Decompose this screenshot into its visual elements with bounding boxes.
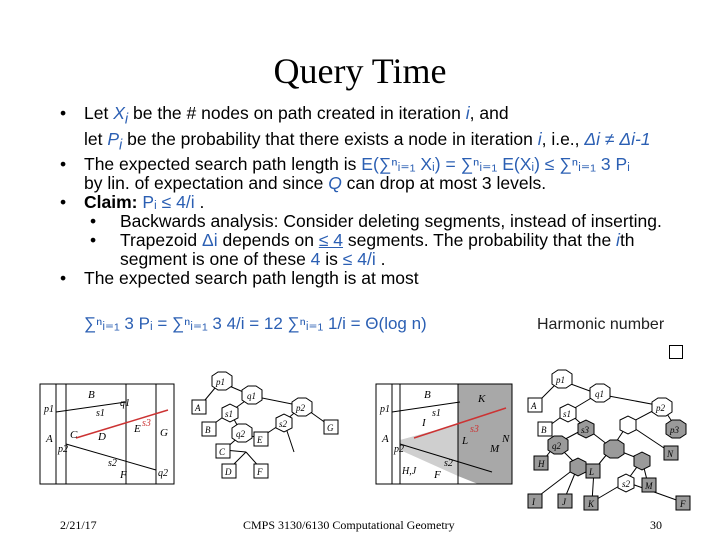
tree-label: M: [645, 481, 653, 491]
var-p: P: [107, 128, 120, 149]
label-F: F: [120, 469, 127, 481]
tree-label: F: [680, 499, 686, 509]
tree-label: p2: [296, 403, 305, 413]
text: depends on: [217, 230, 319, 250]
delta-neq: Δi ≠ Δi-1: [584, 128, 651, 149]
text: segment is one of these: [120, 249, 311, 269]
text: , i.e.,: [541, 128, 585, 149]
label-C: C: [70, 429, 78, 441]
tree-label: s1: [225, 409, 234, 419]
label-A: A: [382, 433, 389, 445]
slide-body: [60, 104, 700, 288]
label-q2: q2: [158, 468, 168, 479]
label-s1: s1: [96, 408, 105, 419]
footer-page-number: 30: [650, 518, 662, 532]
search-structure-2: [522, 366, 694, 514]
text: be the # nodes on path created in iteration: [128, 103, 466, 123]
tree-label: E: [257, 435, 263, 445]
bullet-dot: •: [60, 154, 67, 174]
sub-bullet-1: [60, 212, 700, 231]
tree-label: p1: [556, 375, 565, 385]
segment-s1: [392, 402, 460, 412]
label-p2: p2: [58, 444, 68, 455]
label-s3: s3: [142, 418, 151, 429]
tree-label: J: [562, 497, 566, 507]
text: by lin. of expectation and since: [84, 173, 329, 193]
le-4: ≤ 4: [318, 230, 344, 250]
text: be the probability that there exists a node in iteration: [122, 128, 538, 149]
claim-formula: Pᵢ ≤ 4/i: [137, 192, 195, 212]
tree-label: K: [588, 499, 595, 509]
expected-formula: E(∑ⁿᵢ₌₁ Xᵢ) = ∑ⁿᵢ₌₁ E(Xᵢ) ≤ ∑ⁿᵢ₌₁ 3 Pᵢ: [361, 154, 630, 174]
label-s2: s2: [444, 458, 453, 469]
text: The expected search path length is: [84, 154, 362, 174]
text: let: [84, 128, 108, 149]
tree-label: p3: [670, 425, 679, 435]
tree-label: q1: [595, 389, 604, 399]
var-x-sub: i: [124, 111, 129, 128]
bullet-dot: •: [60, 268, 67, 288]
label-F: F: [434, 469, 441, 481]
tree-label: C: [219, 447, 226, 457]
tree-label: N: [667, 449, 674, 459]
bullet-dot: •: [90, 211, 97, 231]
text: .: [194, 192, 205, 212]
bullet-3: [60, 193, 700, 212]
var-p-sub: i: [119, 137, 123, 153]
tree-label: G: [327, 423, 334, 433]
text: The expected search path length is at most: [84, 268, 419, 288]
text: segments. The probability that the: [343, 230, 617, 250]
bullet-4: [60, 269, 700, 288]
footer-date: 2/21/17: [60, 518, 97, 532]
bullet-dot: •: [90, 230, 97, 250]
label-D: D: [98, 431, 106, 443]
label-M: M: [490, 443, 500, 455]
label-N: N: [502, 433, 510, 445]
four: 4: [310, 249, 321, 269]
label-p1: p1: [380, 404, 390, 415]
text: Let: [84, 103, 114, 123]
label-s3: s3: [470, 424, 479, 435]
segment-s3: [76, 410, 168, 438]
text: , and: [469, 103, 509, 123]
tree-label: q2: [236, 429, 245, 439]
label-E: E: [134, 423, 141, 435]
tree-label: q1: [247, 391, 256, 401]
tree-label: s2: [279, 419, 288, 429]
delta-i: Δi: [202, 230, 218, 250]
label-p2: p2: [394, 444, 404, 455]
footer-course: CMPS 3130/6130 Computational Geometry: [243, 518, 455, 532]
var-i: i: [537, 128, 542, 149]
text: .: [375, 249, 386, 269]
tree-label: s2: [622, 479, 631, 489]
var-q: Q: [328, 173, 342, 193]
tree-label: I: [532, 497, 535, 507]
tree-label: p1: [216, 377, 225, 387]
search-structure-1: [186, 368, 356, 486]
bullet-dot: •: [60, 103, 67, 123]
label-L: L: [462, 435, 469, 447]
tree-label: B: [205, 425, 211, 435]
label-s2: s2: [108, 458, 117, 469]
text: Trapezoid: [120, 230, 203, 250]
tree-label: L: [589, 467, 595, 477]
text: Backwards analysis: Consider deleting segments, instead of inserting.: [120, 211, 662, 231]
label-q1: q1: [120, 398, 130, 409]
label-A: A: [46, 433, 53, 445]
trapezoid-map-2: [374, 380, 516, 490]
label-G: G: [160, 427, 168, 439]
label-B: B: [88, 389, 95, 401]
text: th: [619, 230, 635, 250]
label-B: B: [424, 389, 431, 401]
tree-label: s1: [563, 409, 572, 419]
harmonic-number-label: Harmonic number: [537, 316, 665, 333]
sum-formula: ∑ⁿᵢ₌₁ 3 Pᵢ = ∑ⁿᵢ₌₁ 3 4/i = 12 ∑ⁿᵢ₌₁ 1/i = Θ(log n): [84, 314, 427, 333]
tree-label: p2: [656, 403, 665, 413]
label-I: I: [422, 417, 426, 429]
tree-label: A: [531, 401, 537, 411]
bullet-2: [60, 155, 700, 193]
text: can drop at most 3 levels.: [341, 173, 547, 193]
claim-label: Claim:: [84, 192, 138, 212]
prob-frac: ≤ 4/i: [342, 249, 376, 269]
tree-label: A: [195, 403, 201, 413]
var-i: i: [616, 230, 620, 250]
tree-label: D: [225, 467, 232, 477]
label-p1: p1: [44, 404, 54, 415]
tree-label: q2: [552, 441, 561, 451]
label-HJ: H,J: [402, 466, 417, 477]
var-x: X: [113, 103, 125, 123]
label-s1: s1: [432, 408, 441, 419]
tree-label: H: [538, 459, 545, 469]
checkbox-icon[interactable]: [669, 345, 683, 359]
tree-label: B: [541, 425, 547, 435]
var-i: i: [465, 103, 470, 123]
sub-bullet-2: [60, 231, 700, 269]
bullet-1: [60, 104, 700, 155]
trapezoid-map-1: [38, 380, 178, 490]
label-K: K: [478, 393, 486, 405]
slide-title: Query Time: [273, 51, 447, 91]
text: is: [320, 249, 343, 269]
bullet-dot: •: [60, 192, 67, 212]
tree-label: s3: [581, 425, 590, 435]
tree-label: F: [257, 467, 263, 477]
